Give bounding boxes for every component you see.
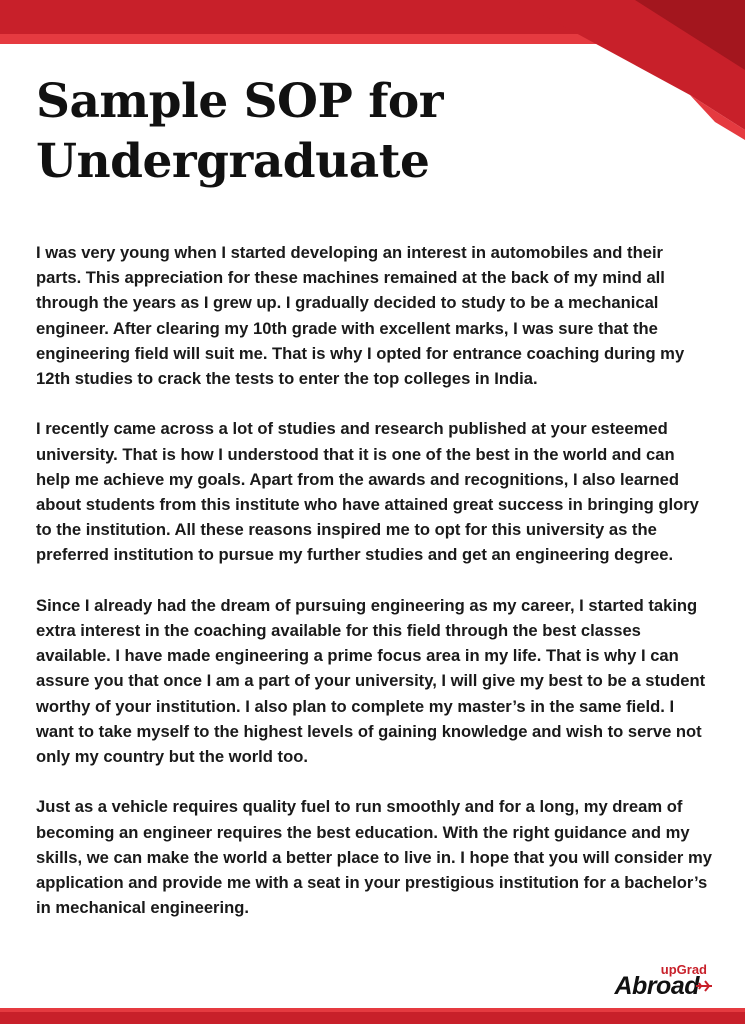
logo-main-text: Abroad	[614, 972, 699, 1000]
title-line-1: Sample SOP for	[36, 74, 444, 129]
title-line-2: Undergraduate	[36, 134, 430, 189]
plane-icon	[695, 979, 713, 993]
page-title	[36, 72, 556, 192]
sop-body	[36, 240, 712, 946]
bottom-decorative-band	[0, 1012, 745, 1024]
paragraph-4: Just as a vehicle requires quality fuel to run smoothly and for a long, my dream of becoming an engineer requires the best education. With the right guidance and my skills, we can make the world a better place to live in. I hope that you will consider my application and provide me with a seat in your prestigious institution for a bachelor’s in mechanical engineering.	[36, 797, 712, 918]
paragraph-1: I was very young when I started developing an interest in automobiles and their parts. This appreciation for these machines remained at the back of my mind all through the years as I grew up. I gradually decided to study to be a mechanical engineer. After clearing my 10th grade with excellent marks, I was sure that the engineering field will suit me. That is why I opted for entrance coaching during my 12th studies to crack the tests to enter the top colleges in India.	[36, 243, 685, 389]
upgrad-abroad-logo	[587, 962, 707, 1006]
paragraph-3: Since I already had the dream of pursuing engineering as my career, I started taking extra interest in the coaching available for this field through the best classes available. I have made engineering a prime focus area in my life. That is why I can assure you that once I am a part of your university, I will give my best to be a student worthy of your institution. I also plan to complete my master’s in the same field. I want to take myself to the highest levels of gaining knowledge and wish to serve not only my country but the world too.	[36, 595, 706, 767]
logo-top-text: upGrad	[660, 962, 707, 977]
paragraph-2: I recently came across a lot of studies and research published at your esteemed university. That is how I understood that it is one of the best in the world and can help me achieve my goals. Apart from the awards and recognitions, I also learned about students from this institute who have attained great success in bringing glory to the institution. All these reasons inspired me to opt for this university as the preferred institution to pursue my further studies and get an engineering degree.	[36, 419, 699, 565]
